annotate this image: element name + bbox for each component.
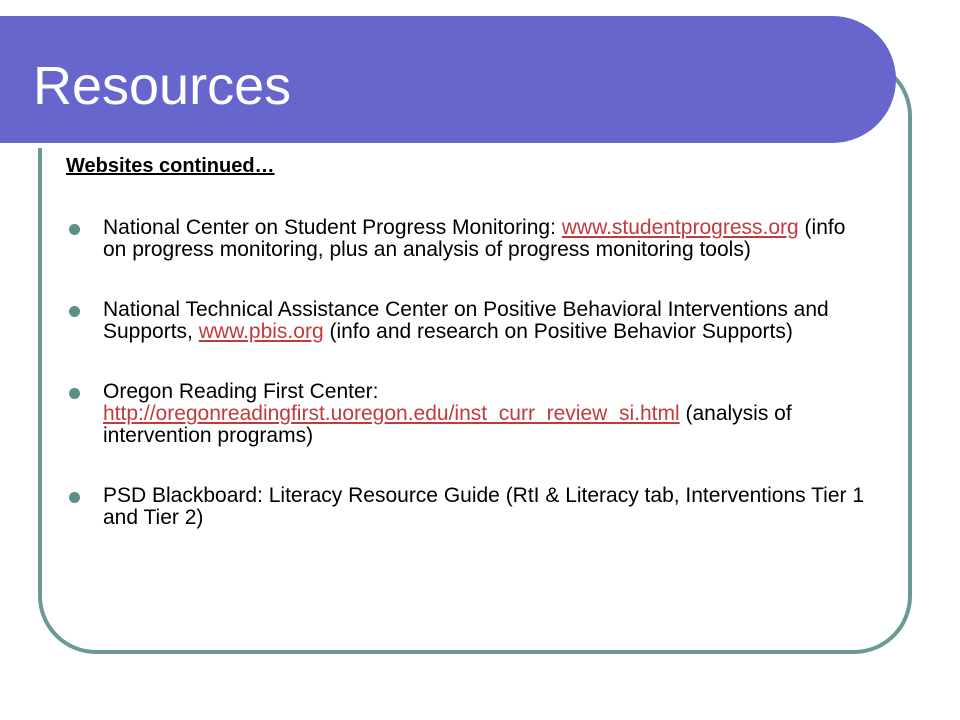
item-text: PSD Blackboard: Literacy Resource Guide (RtI & Literacy tab, Interventions Tier 1 and Tier 2) xyxy=(103,484,865,529)
item-text: (info and research on Positive Behavior Supports) xyxy=(323,320,793,343)
resource-list xyxy=(66,217,866,567)
bullet-icon xyxy=(69,224,80,235)
studentprogress-link[interactable]: www.studentprogress.org xyxy=(561,216,799,239)
slide-title: Resources xyxy=(33,56,292,116)
pbis-link[interactable]: www.pbis.org xyxy=(198,320,324,343)
title-bar xyxy=(0,16,896,143)
item-text: National Technical Assistance Center on Positive Behavioral Interventions and Supports, xyxy=(103,298,829,343)
title-underline xyxy=(0,143,848,148)
item-text: National Center on Student Progress Monitoring: xyxy=(103,216,562,239)
bullet-icon xyxy=(69,492,80,503)
bullet-icon xyxy=(69,306,80,317)
bullet-icon xyxy=(69,388,80,399)
item-text: (analysis of intervention programs) xyxy=(103,402,792,447)
list-item xyxy=(66,485,866,529)
list-item xyxy=(66,381,866,447)
item-text: (info on progress monitoring, plus an analysis of progress monitoring tools) xyxy=(103,216,846,261)
oregon-reading-first-link[interactable]: http://oregonreadingfirst.uoregon.edu/inst_curr_review_si.html xyxy=(103,402,680,425)
list-item xyxy=(66,217,866,261)
item-text: Oregon Reading First Center: xyxy=(103,380,379,403)
list-item xyxy=(66,299,866,343)
section-subtitle: Websites continued… xyxy=(66,155,275,177)
